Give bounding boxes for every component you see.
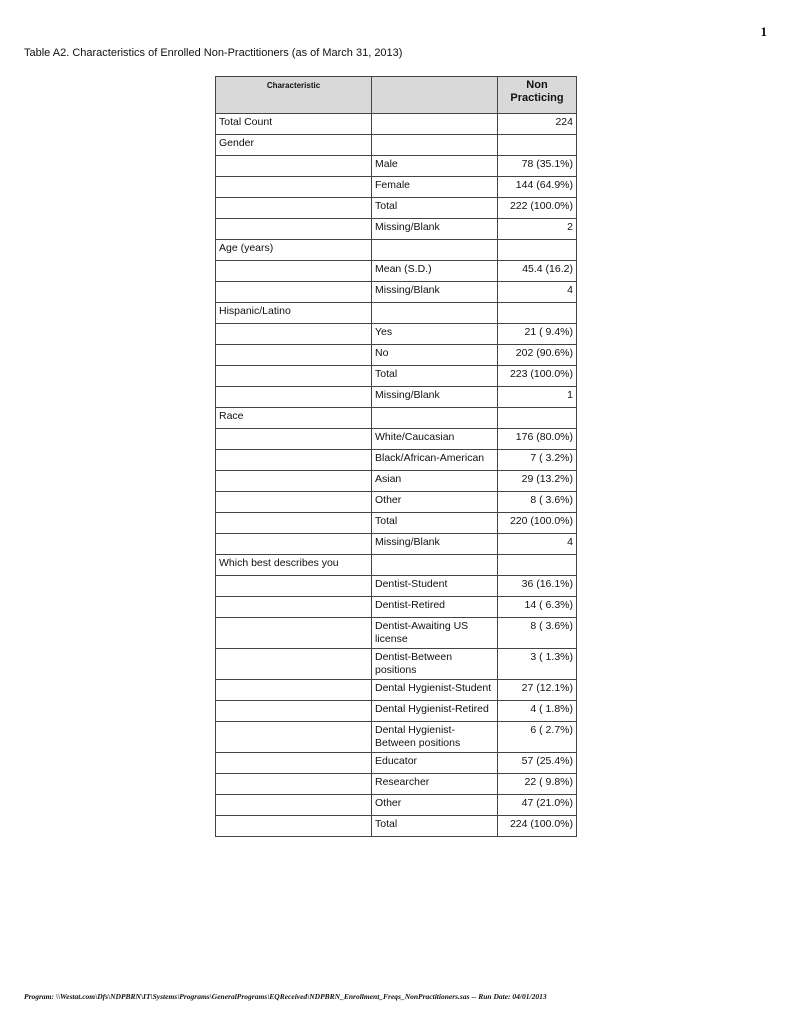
table-row bbox=[216, 701, 577, 722]
table-row bbox=[216, 618, 577, 649]
table-row bbox=[216, 534, 577, 555]
table-row bbox=[216, 450, 577, 471]
subcategory-cell: Missing/Blank bbox=[372, 534, 498, 555]
category-cell bbox=[216, 429, 372, 450]
table-row bbox=[216, 366, 577, 387]
subcategory-cell: No bbox=[372, 345, 498, 366]
category-cell bbox=[216, 649, 372, 680]
subcategory-cell: Female bbox=[372, 177, 498, 198]
header-non-practicing: Non Practicing bbox=[498, 77, 577, 114]
value-cell: 27 (12.1%) bbox=[498, 680, 577, 701]
table-row bbox=[216, 576, 577, 597]
table-row bbox=[216, 795, 577, 816]
value-cell: 220 (100.0%) bbox=[498, 513, 577, 534]
table-row bbox=[216, 774, 577, 795]
subcategory-cell: White/Caucasian bbox=[372, 429, 498, 450]
value-cell: 144 (64.9%) bbox=[498, 177, 577, 198]
category-cell bbox=[216, 177, 372, 198]
category-cell bbox=[216, 795, 372, 816]
category-cell bbox=[216, 387, 372, 408]
category-cell bbox=[216, 576, 372, 597]
value-cell: 36 (16.1%) bbox=[498, 576, 577, 597]
table-row bbox=[216, 135, 577, 156]
category-cell bbox=[216, 774, 372, 795]
table-row bbox=[216, 680, 577, 701]
value-cell: 1 bbox=[498, 387, 577, 408]
table-row bbox=[216, 492, 577, 513]
table-row bbox=[216, 198, 577, 219]
category-cell bbox=[216, 324, 372, 345]
value-cell: 4 bbox=[498, 534, 577, 555]
subcategory-cell: Dentist-Awaiting US license bbox=[372, 618, 498, 649]
subcategory-cell: Dental Hygienist-Between positions bbox=[372, 722, 498, 753]
category-cell bbox=[216, 156, 372, 177]
subcategory-cell: Total bbox=[372, 816, 498, 837]
value-cell: 8 ( 3.6%) bbox=[498, 492, 577, 513]
program-footer: Program: \\Westat.com\Dfs\NDPBRN\IT\Systems\Programs\GeneralPrograms\EQReceived\NDPBRN_Enrollment_Freqs_NonPractitioners.sas -- Run Date: 04/01/2013 bbox=[24, 992, 547, 1001]
category-cell bbox=[216, 261, 372, 282]
table-row bbox=[216, 555, 577, 576]
category-cell bbox=[216, 198, 372, 219]
category-cell: Age (years) bbox=[216, 240, 372, 261]
subcategory-cell: Other bbox=[372, 492, 498, 513]
category-cell bbox=[216, 534, 372, 555]
table-title: Table A2. Characteristics of Enrolled Non-Practitioners (as of March 31, 2013) bbox=[24, 47, 403, 59]
value-cell: 4 ( 1.8%) bbox=[498, 701, 577, 722]
characteristics-table bbox=[215, 76, 577, 837]
value-cell: 78 (35.1%) bbox=[498, 156, 577, 177]
category-cell bbox=[216, 366, 372, 387]
subcategory-cell bbox=[372, 555, 498, 576]
subcategory-cell: Educator bbox=[372, 753, 498, 774]
table-header-row bbox=[216, 77, 577, 114]
category-cell: Gender bbox=[216, 135, 372, 156]
value-cell: 21 ( 9.4%) bbox=[498, 324, 577, 345]
value-cell bbox=[498, 408, 577, 429]
category-cell bbox=[216, 450, 372, 471]
value-cell: 6 ( 2.7%) bbox=[498, 722, 577, 753]
value-cell: 224 (100.0%) bbox=[498, 816, 577, 837]
table-row bbox=[216, 261, 577, 282]
category-cell bbox=[216, 816, 372, 837]
subcategory-cell: Total bbox=[372, 366, 498, 387]
value-cell: 3 ( 1.3%) bbox=[498, 649, 577, 680]
category-cell bbox=[216, 722, 372, 753]
value-cell: 29 (13.2%) bbox=[498, 471, 577, 492]
category-cell bbox=[216, 282, 372, 303]
subcategory-cell bbox=[372, 135, 498, 156]
subcategory-cell: Total bbox=[372, 198, 498, 219]
table-row bbox=[216, 387, 577, 408]
table-row bbox=[216, 408, 577, 429]
subcategory-cell: Missing/Blank bbox=[372, 387, 498, 408]
category-cell bbox=[216, 345, 372, 366]
subcategory-cell: Dentist-Retired bbox=[372, 597, 498, 618]
category-cell: Hispanic/Latino bbox=[216, 303, 372, 324]
value-cell: 202 (90.6%) bbox=[498, 345, 577, 366]
table-row bbox=[216, 722, 577, 753]
subcategory-cell bbox=[372, 114, 498, 135]
subcategory-cell: Missing/Blank bbox=[372, 282, 498, 303]
category-cell bbox=[216, 618, 372, 649]
table-row bbox=[216, 324, 577, 345]
table-row bbox=[216, 240, 577, 261]
table-body bbox=[216, 114, 577, 837]
category-cell bbox=[216, 492, 372, 513]
table-row bbox=[216, 303, 577, 324]
subcategory-cell: Researcher bbox=[372, 774, 498, 795]
subcategory-cell: Total bbox=[372, 513, 498, 534]
value-cell bbox=[498, 240, 577, 261]
value-cell: 223 (100.0%) bbox=[498, 366, 577, 387]
subcategory-cell: Dentist-Student bbox=[372, 576, 498, 597]
table-row bbox=[216, 114, 577, 135]
subcategory-cell: Missing/Blank bbox=[372, 219, 498, 240]
category-cell: Total Count bbox=[216, 114, 372, 135]
table-row bbox=[216, 597, 577, 618]
category-cell bbox=[216, 513, 372, 534]
subcategory-cell: Asian bbox=[372, 471, 498, 492]
value-cell: 8 ( 3.6%) bbox=[498, 618, 577, 649]
table-row bbox=[216, 282, 577, 303]
table-row bbox=[216, 816, 577, 837]
value-cell: 45.4 (16.2) bbox=[498, 261, 577, 282]
value-cell: 224 bbox=[498, 114, 577, 135]
value-cell: 14 ( 6.3%) bbox=[498, 597, 577, 618]
value-cell bbox=[498, 555, 577, 576]
subcategory-cell: Mean (S.D.) bbox=[372, 261, 498, 282]
category-cell bbox=[216, 701, 372, 722]
category-cell: Race bbox=[216, 408, 372, 429]
table-row bbox=[216, 471, 577, 492]
subcategory-cell: Dental Hygienist-Student bbox=[372, 680, 498, 701]
value-cell: 47 (21.0%) bbox=[498, 795, 577, 816]
value-cell: 4 bbox=[498, 282, 577, 303]
table-container bbox=[215, 76, 576, 837]
category-cell bbox=[216, 680, 372, 701]
category-cell bbox=[216, 753, 372, 774]
subcategory-cell bbox=[372, 303, 498, 324]
subcategory-cell: Male bbox=[372, 156, 498, 177]
subcategory-cell: Dental Hygienist-Retired bbox=[372, 701, 498, 722]
value-cell: 22 ( 9.8%) bbox=[498, 774, 577, 795]
table-row bbox=[216, 513, 577, 534]
header-characteristic: Characteristic bbox=[216, 77, 372, 114]
category-cell: Which best describes you bbox=[216, 555, 372, 576]
table-row bbox=[216, 345, 577, 366]
category-cell bbox=[216, 219, 372, 240]
subcategory-cell: Other bbox=[372, 795, 498, 816]
table-row bbox=[216, 156, 577, 177]
value-cell: 222 (100.0%) bbox=[498, 198, 577, 219]
table-row bbox=[216, 753, 577, 774]
subcategory-cell bbox=[372, 240, 498, 261]
table-row bbox=[216, 219, 577, 240]
value-cell: 2 bbox=[498, 219, 577, 240]
table-row bbox=[216, 177, 577, 198]
subcategory-cell: Black/African-American bbox=[372, 450, 498, 471]
value-cell: 176 (80.0%) bbox=[498, 429, 577, 450]
table-row bbox=[216, 649, 577, 680]
header-subcategory bbox=[372, 77, 498, 114]
value-cell bbox=[498, 135, 577, 156]
subcategory-cell bbox=[372, 408, 498, 429]
value-cell bbox=[498, 303, 577, 324]
subcategory-cell: Yes bbox=[372, 324, 498, 345]
category-cell bbox=[216, 597, 372, 618]
value-cell: 7 ( 3.2%) bbox=[498, 450, 577, 471]
subcategory-cell: Dentist-Between positions bbox=[372, 649, 498, 680]
page-number: 1 bbox=[760, 24, 767, 39]
value-cell: 57 (25.4%) bbox=[498, 753, 577, 774]
table-row bbox=[216, 429, 577, 450]
category-cell bbox=[216, 471, 372, 492]
